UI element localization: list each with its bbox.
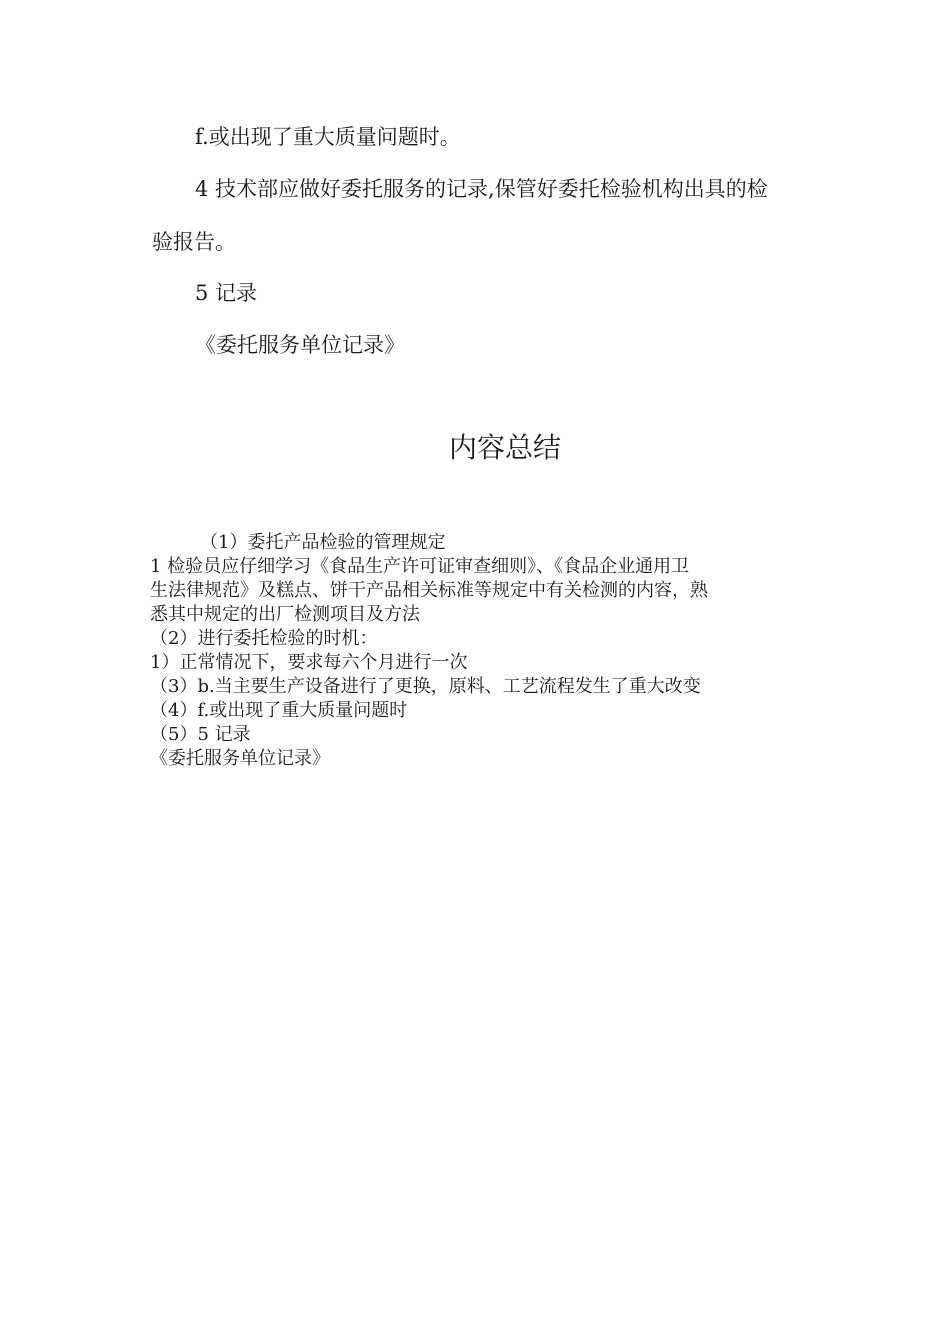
summary-line: （3）b.当主要生产设备进行了更换，原料、工艺流程发生了重大改变 (150, 676, 701, 697)
body-paragraph-f: f.或出现了重大质量问题时。 (195, 125, 461, 149)
body-record-name: 《委托服务单位记录》 (195, 333, 405, 357)
summary-line: 生法律规范》及糕点、饼干产品相关标准等规定中有关检测的内容，熟 (150, 580, 708, 601)
summary-block (150, 531, 800, 771)
summary-line: （4）f.或出现了重大质量问题时 (150, 700, 408, 721)
summary-line: （5）5 记录 (150, 724, 251, 745)
summary-line: （1）委托产品检验的管理规定 (200, 532, 446, 553)
summary-title: 内容总结 (448, 431, 561, 464)
summary-line: 1）正常情况下，要求每六个月进行一次 (150, 652, 468, 673)
body-paragraph-4-continued: 验报告。 (152, 230, 236, 254)
body-paragraph-4: 4 技术部应做好委托服务的记录,保管好委托检验机构出具的检 (195, 177, 768, 201)
summary-line: 《委托服务单位记录》 (150, 748, 330, 769)
summary-line: 1 检验员应仔细学习《食品生产许可证审查细则》、《食品企业通用卫 (150, 556, 690, 577)
summary-line: 悉其中规定的出厂检测项目及方法 (150, 604, 420, 625)
summary-line: （2）进行委托检验的时机： (150, 628, 378, 649)
body-heading-records: 5 记录 (195, 281, 258, 305)
